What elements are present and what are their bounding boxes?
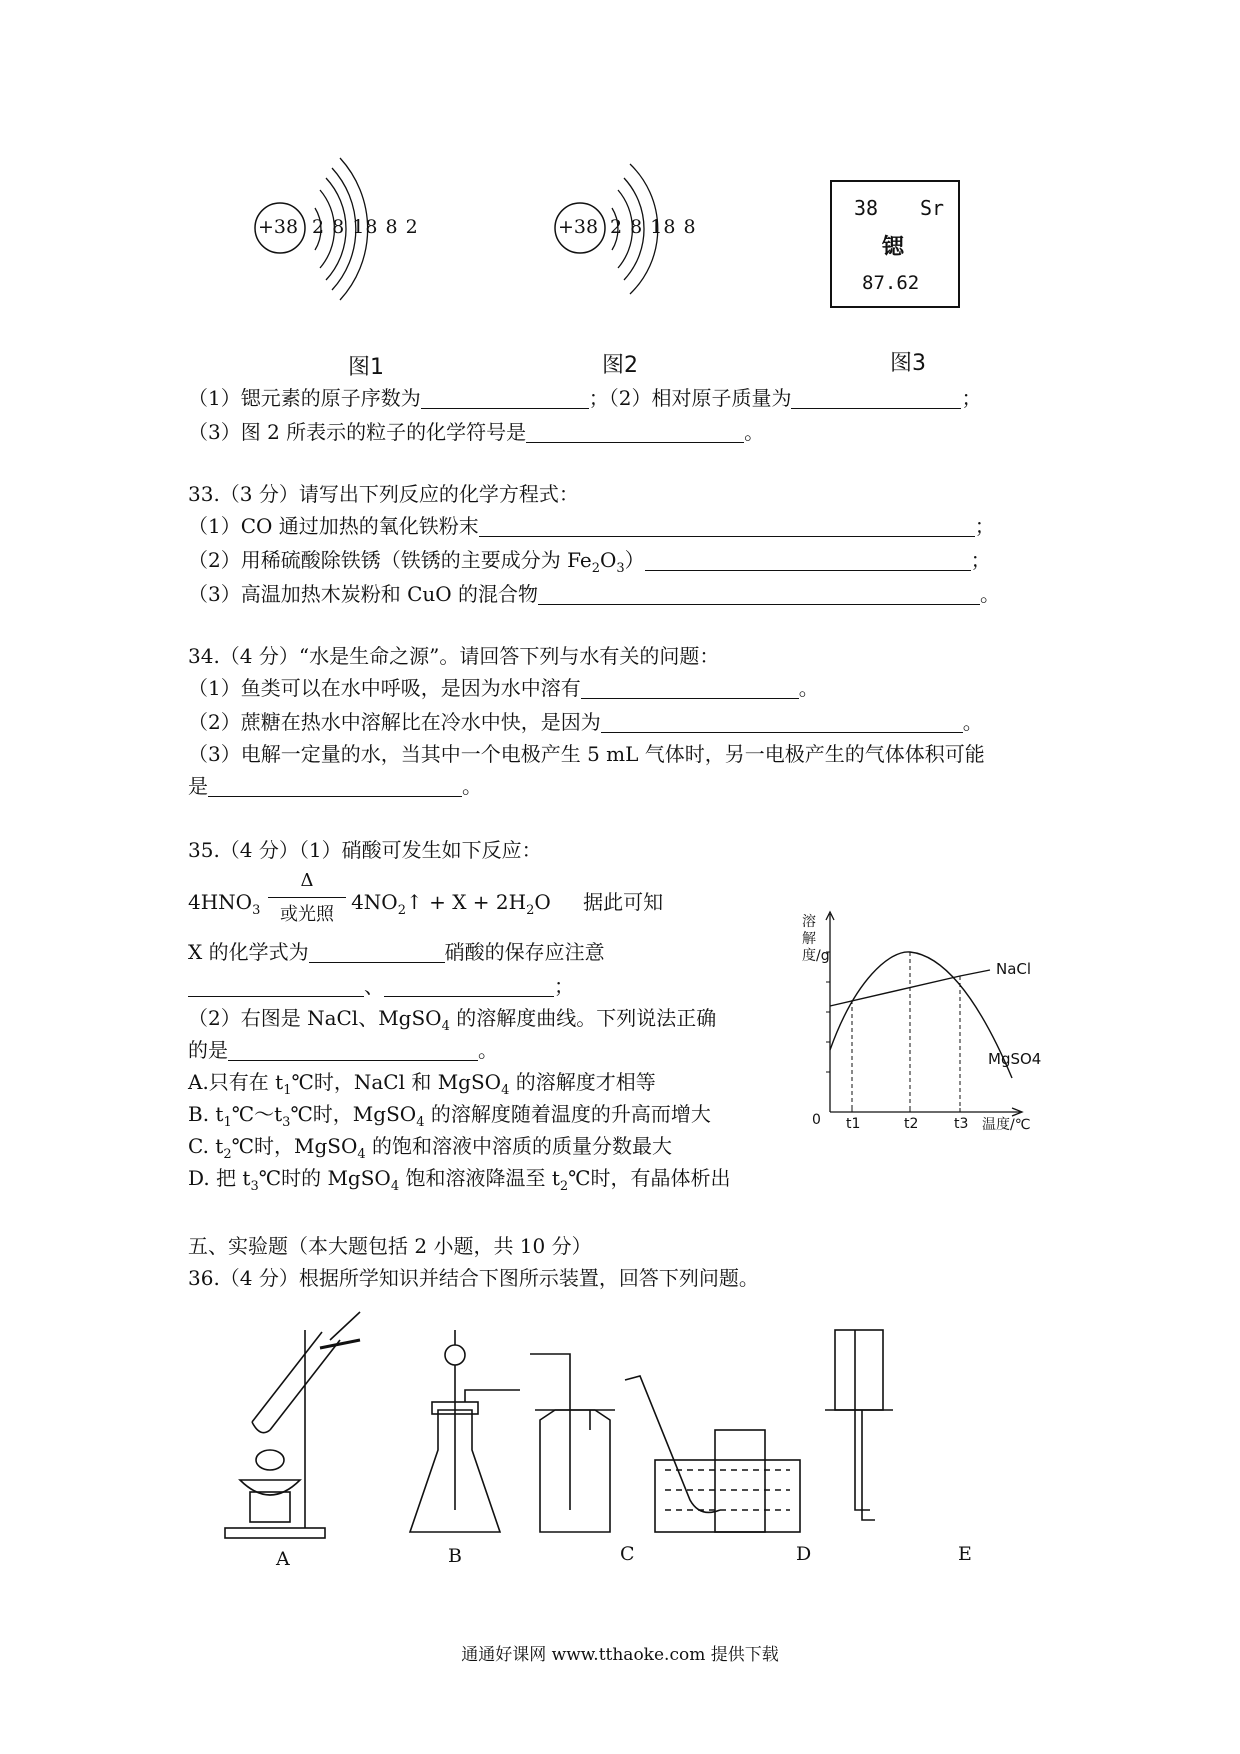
tick-t3: t3 — [954, 1116, 969, 1132]
product-water: O — [534, 890, 551, 914]
atomic-number: 38 — [854, 196, 879, 220]
subscript: 2 — [397, 903, 406, 918]
option-text: 的饱和溶液中溶质的质量分数最大 — [365, 1134, 673, 1158]
apparatus-figure — [210, 1310, 1010, 1550]
atomic-mass: 87.62 — [862, 272, 920, 294]
q35-text-conclusion: 据此可知 — [583, 890, 664, 914]
q35-text-chart-intro-b: 的溶解度曲线。下列说法正确 — [449, 1006, 717, 1030]
chart-x-label: 温度/℃ — [982, 1117, 1031, 1133]
reaction-arrow — [268, 897, 346, 898]
subscript: 4 — [390, 1179, 400, 1194]
answer-blank[interactable] — [309, 942, 445, 963]
answer-blank[interactable] — [538, 584, 980, 605]
q34-line-2 — [188, 708, 983, 736]
q34-text-2: （2）蔗糖在热水中溶解比在冷水中快，是因为 — [188, 710, 601, 734]
q35-line-3 — [188, 938, 605, 966]
subscript: 3 — [250, 1179, 259, 1194]
product: 4NO — [351, 890, 398, 914]
figure-caption-2: 图2 — [602, 353, 638, 378]
q33-line-3 — [188, 580, 1000, 608]
option-text: 的溶解度随着温度的升高而增大 — [424, 1102, 711, 1126]
q32-line-2 — [188, 418, 764, 446]
q34-title: 34.（4 分）“水是生命之源”。请回答下列与水有关的问题： — [188, 644, 720, 668]
subscript: 3 — [282, 1115, 291, 1130]
punctuation: 。 — [462, 774, 482, 798]
subscript: 4 — [357, 1147, 366, 1162]
answer-blank[interactable] — [479, 516, 975, 537]
answer-blank[interactable] — [421, 388, 589, 409]
page-footer: 通通好课网 www.tthaoke.com 提供下载 — [461, 1645, 779, 1665]
q35-equation — [188, 888, 663, 925]
q36-title: 36.（4 分）根据所学知识并结合下图所示装置，回答下列问题。 — [188, 1266, 759, 1290]
series-label-nacl: NaCl — [996, 960, 1032, 978]
punctuation: 。 — [980, 582, 1001, 606]
answer-blank[interactable] — [208, 776, 462, 797]
answer-blank[interactable] — [601, 712, 963, 733]
punctuation: ； — [970, 548, 991, 572]
option-text: A.只有在 t — [188, 1070, 284, 1094]
punctuation: ； — [961, 386, 982, 410]
element-card-strontium — [830, 180, 960, 308]
subscript: 1 — [223, 1115, 232, 1130]
answer-blank[interactable] — [384, 976, 554, 997]
q35-text-formula: X 的化学式为 — [188, 940, 309, 964]
q33-line-1 — [188, 512, 995, 540]
element-symbol: Sr — [920, 196, 945, 220]
apparatus-drawing — [210, 1310, 1010, 1550]
option-text: 的溶解度才相等 — [509, 1070, 656, 1094]
apparatus-label-c: C — [620, 1543, 635, 1565]
q35-line-4 — [188, 972, 574, 1000]
option-text: ℃～t — [231, 1102, 283, 1126]
option-text: ℃时，MgSO — [290, 1102, 417, 1126]
condition-heat: Δ — [300, 870, 314, 891]
q32-text-atomic-number: （1）锶元素的原子序数为 — [188, 386, 421, 410]
tick-t1: t1 — [846, 1116, 861, 1132]
q35-line-6 — [188, 1036, 498, 1064]
apparatus-a — [225, 1312, 360, 1538]
q33-text-2: （2）用稀硫酸除铁锈（铁锈的主要成分为 Fe — [188, 548, 592, 572]
q35-title: 35.（4 分）（1）硝酸可发生如下反应： — [188, 838, 542, 862]
punctuation: 、 — [364, 974, 384, 998]
q35-text-correct: 的是 — [188, 1038, 228, 1062]
series-label-mgso4: MgSO4 — [988, 1050, 1042, 1068]
punctuation: ； — [974, 514, 995, 538]
subscript: 4 — [416, 1115, 425, 1130]
q34-line-4 — [188, 772, 482, 800]
chart-origin: 0 — [812, 1112, 821, 1128]
figure-caption-3: 图3 — [890, 351, 926, 376]
apparatus-label-a: A — [276, 1548, 290, 1570]
apparatus-label-b: B — [448, 1545, 462, 1567]
option-text: 饱和溶液降温至 t — [399, 1166, 560, 1190]
punctuation: 。 — [478, 1038, 498, 1062]
answer-blank[interactable] — [645, 550, 971, 571]
q35-text-storage: 硝酸的保存应注意 — [444, 940, 605, 964]
subscript: 4 — [501, 1083, 510, 1098]
answer-blank[interactable] — [228, 1040, 478, 1061]
option-text: D. 把 t — [188, 1166, 251, 1190]
q34-line-1 — [188, 674, 819, 702]
punctuation: 。 — [962, 710, 983, 734]
products-rest: ↑ + X + 2H — [405, 890, 527, 914]
tick-t2: t2 — [904, 1116, 919, 1132]
subscript: 2 — [559, 1179, 569, 1194]
nucleus-charge: +38 — [258, 216, 299, 238]
punctuation: ； — [554, 974, 574, 998]
subscript: 2 — [223, 1147, 232, 1162]
figure-atom-structure-1 — [250, 150, 450, 320]
option-text: ℃时，MgSO — [231, 1134, 358, 1158]
subscript: 3 — [616, 561, 625, 576]
answer-blank[interactable] — [581, 678, 799, 699]
q35-option-d[interactable] — [188, 1164, 731, 1201]
option-text: ℃时，有晶体析出 — [568, 1166, 731, 1190]
q34-text-1: （1）鱼类可以在水中呼吸，是因为水中溶有 — [188, 676, 581, 700]
q35-text-chart-intro: （2）右图是 NaCl、MgSO — [188, 1006, 442, 1030]
q32-text-atomic-mass: ；（2）相对原子质量为 — [588, 386, 792, 410]
reactant: 4HNO — [188, 890, 253, 914]
subscript: 4 — [441, 1019, 450, 1034]
q32-line-1 — [188, 384, 981, 412]
q34-line-3: （3）电解一定量的水，当其中一个电极产生 5 mL 气体时，另一电极产生的气体体积可能 — [188, 742, 985, 766]
apparatus-e — [825, 1330, 893, 1520]
q33-text-1: （1）CO 通过加热的氧化铁粉末 — [188, 514, 479, 538]
subscript: 2 — [526, 903, 535, 918]
answer-blank[interactable] — [526, 422, 744, 443]
section-5-title: 五、实验题（本大题包括 2 小题，共 10 分） — [188, 1234, 592, 1258]
solubility-chart — [800, 900, 1060, 1140]
q33-line-2 — [188, 546, 991, 583]
q33-text-2c: ） — [624, 548, 645, 572]
option-text: C. t — [188, 1134, 224, 1158]
figure-atom-structure-2 — [550, 150, 750, 320]
q34-text-4: 是 — [188, 774, 208, 798]
electron-shells: 2 8 18 8 2 — [312, 216, 419, 238]
apparatus-b — [410, 1330, 520, 1532]
q33-title: 33.（3 分）请写出下列反应的化学方程式： — [188, 482, 579, 506]
answer-blank[interactable] — [791, 388, 961, 409]
apparatus-c — [530, 1354, 615, 1532]
subscript: 1 — [283, 1083, 292, 1098]
option-text: ℃时，NaCl 和 MgSO — [291, 1070, 502, 1094]
figure-caption-1: 图1 — [348, 355, 384, 380]
condition-light: 或光照 — [280, 904, 334, 925]
apparatus-d — [625, 1376, 800, 1532]
nucleus-charge: +38 — [558, 216, 599, 238]
option-text: B. t — [188, 1102, 224, 1126]
punctuation: 。 — [798, 676, 819, 700]
subscript: 3 — [252, 903, 261, 918]
answer-blank[interactable] — [188, 976, 364, 997]
electron-shells: 2 8 18 8 — [610, 216, 697, 238]
apparatus-label-e: E — [958, 1543, 972, 1565]
element-name: 锶 — [882, 235, 905, 260]
option-text: ℃时的 MgSO — [258, 1166, 391, 1190]
subscript: 2 — [591, 561, 600, 576]
q32-text-particle-symbol: （3）图 2 所表示的粒子的化学符号是 — [188, 420, 527, 444]
punctuation: 。 — [744, 420, 765, 444]
q33-text-3: （3）高温加热木炭粉和 CuO 的混合物 — [188, 582, 539, 606]
apparatus-label-d: D — [796, 1543, 812, 1565]
q33-text-2b: O — [599, 548, 617, 572]
solubility-chart-svg — [800, 900, 1060, 1140]
chart-y-label: 溶解度/g — [802, 914, 830, 964]
